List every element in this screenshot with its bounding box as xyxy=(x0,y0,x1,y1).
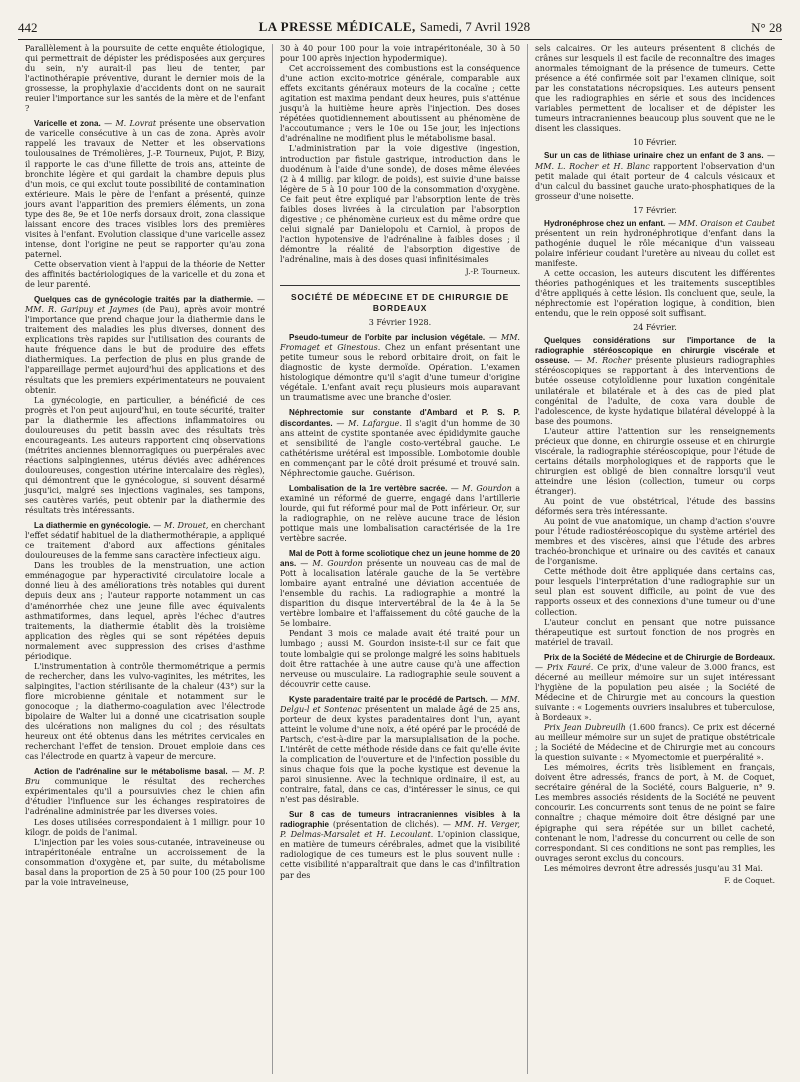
column-3 xyxy=(527,44,782,1074)
section-title: Prix de la Société de Médecine et de Chirurgie de Bordeaux. xyxy=(544,652,775,662)
section-text: présentent un rein hydronéphrotique d'enfant dans la pathogénie duquel le rôle mécanique d'un vaisseau polaire inférieur coudant l'uretère au niveau du collet est manifeste. xyxy=(535,228,775,268)
page-header xyxy=(18,10,782,40)
paragraph: Au point de vue obstétrical, l'étude des bassins déformés sera très intéressante. xyxy=(535,497,775,517)
paragraph: Au point de vue anatomique, un champ d'action s'ouvre pour l'étude radiostéréoscopique du système artériel des membres et des viscères, ainsi que l'étude des arbres trachéo-bronchique et urinaire ou des cavités et canaux de l'organisme. xyxy=(535,517,775,567)
section-authors: MM. H. Verger, P. Delmas-Marsalet et H. Lecoulant. xyxy=(280,820,521,840)
section-authors: MM. Fromaget et Ginestous. xyxy=(280,333,520,353)
section-authors: M. Lovrat xyxy=(115,119,157,129)
section-subtitle: Prix Jean Dubreuilh xyxy=(544,723,626,733)
paragraph: L'injection par les voies sous-cutanée, intraveineuse ou intrapéritonéale entraîne un accroissement de la consommation d'oxygène et, par suite, du métabolisme basal dans la proportion de 25 à 50 pour 100 (25 pour 100 par la voie intraveineuse, xyxy=(25,837,265,887)
section-adrenaline: Action de l'adrénaline sur le métabolisme basal. — M. P. Bru communique le résultat des recherches expérimentales qu'il a poursuivies chez le chien afin d'étudier l'influence sur les échanges respiratoires de l'adrénaline administrée par les diverses voies. Les doses utilisées correspondaient à 1 milligr. pour 10 kilogr. de poids de l'animal. L'injection par les voies sous-cutanée, intraveineuse ou intrapéritonéale entraîne un accroissement de la consommation d'oxygène et, par suite, du métabolisme basal dans la proportion de 25 à 50 pour 100 (25 pour 100 par la voie intraveineuse, xyxy=(25,767,266,887)
section-text: après avoir montré l'importance que prend chaque jour la diathermie dans le traitement des maladies les plus diverses, donnent des explications très rapides sur l'utilisation des courants de haute fréquence dans le but de produire des effets diathermiques. La perfection de plus en plus grande de l'appareillage permet aujourd'hui des applications et des résultats que les premiers expérimentateurs ne pouvaient obtenir. xyxy=(25,305,265,395)
paragraph: sels calcaires. Or les auteurs présentent 8 clichés de crânes sur lesquels il est facile de reconnaître des images anormales témoignant de la présence de tumeurs. Cette présence a été confirmée soit par l'examen clinique, soit par les constatations nécropsiques. Les auteurs pensent que les radiographies en série et sous des incidences variables permettent de localiser et de dépister les tumeurs intracraniennes beaucoup plus souvent que ne le disent les classiques. xyxy=(535,44,775,134)
section-authors: M. Lafargue. xyxy=(348,418,403,428)
section-subtitle: (présentation de clichés). xyxy=(332,820,440,830)
section-varicelle: Varicelle et zona. — M. Lovrat présente une observation de varicelle consécutive à un cas de zona. Après avoir rappelé les travaux de Netter et les observations toulousaines de Trémolières, J.-P. Tourneux, Pujot, P. Bizy, il rapporte le cas d'une fillette de trois ans, atteinte de bronchite légère et qui gardait la chambre depuis plus d'un mois, ce qui exclut toute possibilité de contamination extérieure. Mais le père de l'enfant a présenté, quinze jours avant l'apparition des premiers éléments, un zona type des 8e, 9e et 10e nerfs dorsaux droit, zona classique laissant encore des traces visibles lors des premières visites à l'enfant. Evolution classique d'une varicelle assez intense, dont l'origine ne peut se rapporter qu'au zona paternel. Cette observation vient à l'appui de la théorie de Netter des affinités bactériologiques de la varicelle et du zona et de leur parenté. xyxy=(25,119,266,290)
section-nephrectomie: Néphrectomie sur constante d'Ambard et P. S. P. discordantes. — M. Lafargue. Il s'agit d'un homme de 30 ans atteint de cystite spontanée avec épididymite gauche et sensibilité de l'angle costo-vertébral gauche. Le cathétérisme urétéral est impossible. Lombotomie double en commençant par le côté droit présumé et trouvé sain. Néphrectomie gauche. Guérison. xyxy=(280,408,520,478)
section-title: Sur 8 cas de tumeurs intracraniennes visibles à la radiographie xyxy=(280,810,520,830)
divider xyxy=(280,285,520,286)
section-authors: MM. L. Rocher et H. Blanc xyxy=(535,161,650,171)
paragraph: Cette méthode doit être appliquée dans certains cas, pour lesquels l'interprétation d'une radiographie sur un seul plan est souvent difficile, au point de vue des rapports osseux et des connexions d'une tumeur ou d'une collection. xyxy=(535,567,775,617)
section-authors: M. P. Bru xyxy=(25,767,266,787)
issue-number: N° 28 xyxy=(751,20,782,35)
section-diathermie-gynecologie: La diathermie en gynécologie. — M. Drouet, en cherchant l'effet sédatif habituel de la diathermothérapie, a appliqué ce traitement d'abord aux affections génitales douloureuses de la femme sans caractère infectieux aigu. Dans les troubles de la menstruation, une action emménagogue par hyperactivité circulatoire locale a donné lieu à des améliorations très notables qui durent depuis deux ans ; l'auteur rapporte notamment un cas d'aménorrhée chez une jeune fille avec équivalents asthmatiformes, dans lequel, après l'échec d'autres traitements, la diathermie établit dès la troisième application des règles qui se sont répétées depuis normalement avec suppression des crises d'asthme périodique. L'instrumentation à contrôle thermométrique a permis de rechercher, dans les vulvo-vaginites, les métrites, les salpingites, l'action stérilisante de la chaleur (43°) sur la flore microbienne génitale et notamment sur le gonocoque ; la diathermo-coagulation avec l'électrode bipolaire de Walter lui a donné une cicatrisation souple des ulcérations non malignes du col ; des résultats heureux ont été obtenus dans les métrites cervicales en recherchant l'effet de tension. Drouet emploie dans ces cas l'électrode en quartz à vapeur de mercure. xyxy=(25,521,265,762)
section-authors: M. Drouet, xyxy=(164,521,209,531)
section-lithiase: Sur un cas de lithiase urinaire chez un enfant de 3 ans. — MM. L. Rocher et H. Blanc rapportent l'observation d'un petit malade qui était porteur de 4 calculs vésicaux et d'un calcul du bassinet gauche urato-phosphatiques de la grosseur d'une noisette. xyxy=(535,151,776,201)
paragraph: Les doses utilisées correspondaient à 1 milligr. pour 10 kilogr. de poids de l'animal. xyxy=(25,817,265,837)
issue-date: Samedi, 7 Avril 1928 xyxy=(419,19,531,34)
section-authors: MM. Delgu-l et Sontenac xyxy=(280,694,520,714)
paragraph: A cette occasion, les auteurs discutent les différentes théories pathogéniques et les traitements susceptibles d'être appliqués à cette lésion. Ils concluent que, seule, la néphrectomie est l'opération logique, à condition, bien entendu, que le rein opposé soit suffisant. xyxy=(535,268,775,319)
section-kyste-paradentaire: Kyste paradentaire traité par le procédé de Partsch. — MM. Delgu-l et Sontenac présentent un malade âgé de 25 ans, porteur de deux kystes paradentaires dont l'un, ayant atteint le volume d'une noix, a été opéré par le procédé de Partsch, c'est-à-dire par la marsupialisation de la poche. L'intérêt de cette méthode réside dans ce fait qu'elle évite la complication de l'ouverture et de l'infection possible du sinus chaque fois que la poche kystique est devenue la paroi sinusienne. Avec la technique ordinaire, il est, au contraire, fatal, dans ce cas, d'intéresser le sinus, ce qui n'est pas désirable. xyxy=(280,694,520,805)
section-text: (1.600 francs). Ce prix est décerné au meilleur mémoire sur un sujet de pratique obstétricale ; la Société de Médecine et de Chirurgie met au concours la question suivante : « Myomectomie et puerpéralité ». xyxy=(535,723,775,763)
section-radiographie-stereo: Quelques considérations sur l'importance de la radiographie stéréoscopique en chirurgie viscérale et osseuse. — M. Rocher présente plusieurs radiographies stéréoscopiques se rapportant à des interventions de butée osseuse cotyloïdienne pour luxation congénitale unilatérale et bilatérale et à des cas de pied plat congénital de l'adulte, de coxa vara double de l'adolescence, de kyste hydatique bilatéral développé à la base des poumons. L'auteur attire l'attention sur les renseignements précieux que donne, en chirurgie osseuse et en chirurgie viscérale, la radiographie stéréoscopique, pour l'étude de certains détails morphologiques et de rapports que le chirurgien est obligé de bien connaître lorsqu'il veut atteindre une lésion (collection, tumeur ou corps étranger). Au point de vue obstétrical, l'étude des bassins déformés sera très intéressante. Au point de vue anatomique, un champ d'action s'ouvre pour l'étude radiostéréoscopique du système artériel des membres et des viscères, ainsi que l'étude des arbres trachéo-bronchique et urinaire ou des cavités et canaux de l'organisme. Cette méthode doit être appliquée dans certains cas, pour lesquels l'interprétation d'une radiographie sur un seul plan est souvent difficile, au point de vue des rapports osseux et des connexions d'une tumeur ou d'une collection. L'auteur conclut en pensant que notre puissance thérapeutique est surtout fonction de nos progrès en matériel de travail. xyxy=(535,336,775,647)
section-text: présentent un malade âgé de 25 ans, porteur de deux kystes paradentaires dont l'un, ayant atteint le volume d'une noix, a été opéré par le procédé de Partsch, c'est-à-dire par la marsupialisation de la poche. L'intérêt de cette méthode réside dans ce fait qu'elle évite la complication de l'ouverture et de l'infection possible du sinus chaque fois que la poche kystique est devenue la paroi sinusienne. Avec la technique ordinaire, il est, au contraire, fatal, dans ce cas, d'intéresser le sinus, ce qui n'est pas désirable. xyxy=(280,704,520,805)
paragraph: Les mémoires, écrits très lisiblement en français, doivent être adressés, francs de port, à M. de Coquet, secrétaire général de la Société, cours Balguerie, n° 9. Les membres associés résidents de la Société ne peuvent concourir. Les concurrents sont tenus de ne point se faire connaître ; chaque mémoire doit être désigné par une épigraphe qui sera répétée sur un billet cacheté, contenant le nom, l'adresse du concurrent ou celle de son correspondant. Si ces conditions ne sont pas remplies, les ouvrages seront exclus du concours. xyxy=(535,763,775,863)
session-date: 3 Février 1928. xyxy=(368,318,432,328)
section-text: L'opinion classique, en matière de tumeurs cérébrales, admet que la visibilité radiologique de ces tumeurs est le plus souvent nulle : cette visibilité n'apparaîtrait que dans le cas d'infiltration par des xyxy=(280,830,520,880)
paragraph: Dans les troubles de la menstruation, une action emménagogue par hyperactivité circulatoire locale a donné lieu à des améliorations très notables qui durent depuis deux ans ; l'auteur rapporte notamment un cas d'aménorrhée chez une jeune fille avec équivalents asthmatiformes, dans lequel, après l'échec d'autres traitements, la diathermie établit dès la troisième application des règles qui se sont répétées depuis normalement avec suppression des crises d'asthme périodique. xyxy=(25,561,265,661)
section-text: Ce prix, d'une valeur de 3.000 francs, est décerné au meilleur mémoire sur un sujet intéressant l'hygiène de la population peu aisée ; la Société de Médecine et de Chirurgie met au concours la question suivante : « Logements ouvriers insalubres et tuberculose, à Bordeaux ». xyxy=(535,662,776,722)
section-title: Mal de Pott à forme scoliotique chez un jeune homme de 20 ans. xyxy=(280,549,520,569)
column-1 xyxy=(18,44,272,1074)
section-authors: MM. Oraison et Caubet xyxy=(678,218,775,228)
section-title: Néphrectomie sur constante d'Ambard et P. S. P. discordantes. xyxy=(280,408,520,428)
section-pseudo-tumeur: Pseudo-tumeur de l'orbite par inclusion végétale. — MM. Fromaget et Ginestous. Chez un enfant présentant une petite tumeur sous le rebord orbitaire droit, on fait le diagnostic de kyste dermoïde. Opération. L'examen histologique démontre qu'il s'agit d'une tumeur d'origine végétale. L'enfant avait reçu plusieurs mois auparavant un traumatisme avec une branche d'osier. xyxy=(280,333,520,403)
section-subtitle: Prix Fauré. xyxy=(546,662,594,672)
paragraph: Les mémoires devront être adressés jusqu'au 31 Mai. xyxy=(544,863,763,873)
section-text: a examiné un réformé de guerre, engagé dans l'artillerie lourde, qui fut réformé pour mal de Pott inférieur. Or, sur la radiographie, on ne relève aucune trace de lésion pottique mais une lombalisation caractérisée de la 1re vertèbre sacrée. xyxy=(280,483,520,544)
paragraph: Cet accroissement des combustions est la conséquence d'une action excito-motrice générale, comparable aux effets excitants généraux moteurs de la cocaïne ; cette agitation est maxima pendant deux heures, puis s'atténue jusqu'à la huitième heure après l'injection. Des doses répétées quotidiennement aboutissent au phénomène de l'accoutumance ; vers le 10e ou 15e jour, les injections d'adrénaline ne modifient plus le métabolisme basal. xyxy=(280,64,520,144)
paragraph: L'auteur conclut en pensant que notre puissance thérapeutique est surtout fonction de nos progrès en matériel de travail. xyxy=(535,617,775,647)
section-authors: M. Rocher xyxy=(586,356,632,366)
section-text: rapportent l'observation d'un petit malade qui était porteur de 4 calculs vésicaux et d'un calcul du bassinet gauche urato-phosphatiques de la grosseur d'une noisette. xyxy=(535,161,775,201)
section-text: Il s'agit d'un homme de 30 ans atteint de cystite spontanée avec épididymite gauche et sensibilité de l'angle costo-vertébral gauche. Le cathétérisme urétéral est impossible. Lombotomie double en commençant par le côté droit présumé et trouvé sain. Néphrectomie gauche. Guérison. xyxy=(280,418,520,478)
section-lombalisation: Lombalisation de la 1re vertèbre sacrée. — M. Gourdon a examiné un réformé de guerre, engagé dans l'artillerie lourde, qui fut réformé pour mal de Pott inférieur. Or, sur la radiographie, on ne relève aucune trace de lésion pottique mais une lombalisation caractérisée de la 1re vertèbre sacrée. xyxy=(280,483,520,544)
section-text: communique le résultat des recherches expérimentales qu'il a poursuivies chez le chien afin d'étudier l'influence sur les échanges respiratoires de l'adrénaline administrée par les diverses voies. xyxy=(25,777,265,817)
section-title: Hydronéphrose chez un enfant. xyxy=(544,218,666,228)
signature: J.-P. Tourneux. xyxy=(465,267,520,277)
section-text: présente plusieurs radiographies stéréoscopiques se rapportant à des interventions de butée osseuse cotyloïdienne pour luxation congénitale unilatérale et bilatérale et à des cas de pied plat congénital de l'adulte, de coxa vara double de l'adolescence, de kyste hydatique bilatéral développé à la base des poumons. xyxy=(535,356,775,426)
section-title: Kyste paradentaire traité par le procédé de Partsch. xyxy=(289,694,488,704)
section-text: présente un nouveau cas de mal de Pott à localisation latérale gauche de la 5e vertèbre lombaire ayant entraîné une déviation accentuée de l'ensemble du rachis. La radiographie a montré la disparition du disque intervertébral de la 4e à la 5e vertèbre lombaire et l'affaissement du côté gauche de la 5e lombaire. xyxy=(280,559,520,629)
paragraph: L'administration par la voie digestive (ingestion, introduction par fistule gastrique, introduction dans le duodénum à l'aide d'une sonde), de doses même élevées (2 à 4 millig. par kilogr. de poids), est suivie d'une baisse légère de 5 à 10 pour 100 de la consommation d'oxygène. Ce fait peut être expliqué par l'absorption lente de très faibles doses livrées à la circulation par l'absorption digestive ; ce phénomène curieux est du même ordre que celui signalé par Danielopolu et Carniol, à propos de l'action hypotensive de l'adrénaline à faibles doses ; il démontre la réalité de l'absorption digestive de l'adrénaline, mais à des doses quasi infinitésimales xyxy=(280,144,520,264)
signature: F. de Coquet. xyxy=(724,875,775,885)
section-title: Sur un cas de lithiase urinaire chez un enfant de 3 ans. xyxy=(544,151,764,161)
paragraph: 30 à 40 pour 100 pour la voie intrapéritonéale, 30 à 50 pour 100 après injection hypodermique). xyxy=(280,44,520,64)
article-columns xyxy=(18,44,782,1074)
session-date: 24 Février. xyxy=(633,323,677,333)
journal-name: LA PRESSE MÉDICALE, xyxy=(258,19,416,34)
section-mal-de-pott: Mal de Pott à forme scoliotique chez un jeune homme de 20 ans. — M. Gourdon présente un nouveau cas de mal de Pott à localisation latérale gauche de la 5e vertèbre lombaire ayant entraîné une déviation accentuée de l'ensemble du rachis. La radiographie a montré la disparition du disque intervertébral de la 4e à la 5e vertèbre lombaire et l'affaissement du côté gauche de la 5e lombaire. Pendant 3 mois ce malade avait été traité pour un lumbago ; aussi M. Gourdon insiste-t-il sur ce fait que toute lombalgie qui se prolonge malgré les soins habituels doit être rattachée à une autre cause qu'à une affection nerveuse ou musculaire. La radiographie seule souvent a découvrir cette cause. xyxy=(280,549,520,689)
section-gynecologie-diathermie: Quelques cas de gynécologie traités par la diathermie. — MM. R. Garipuy et Jaymes (de Pau), après avoir montré l'importance que prend chaque jour la diathermie dans le traitement des maladies les plus diverses, donnent des explications très rapides sur l'utilisation des courants de haute fréquence dans le but de produire des effets diathermiques. La perfection de plus en plus grande de l'appareillage permet aujourd'hui des applications et des résultats que les premiers expérimentateurs ne pouvaient obtenir. La gynécologie, en particulier, a bénéficié de ces progrès et l'on peut aujourd'hui, en toute sécurité, traiter par la diathermie les affections inflammatoires ou douloureuses du petit bassin avec des résultats très encourageants. Les auteurs rapportent cinq observations (métrites anciennes blennorragiques ou puerpérales avec réactions salpingiennes, utérus déviés avec adhérences douloureuses, congestion utérine intercalaire des règles), qui démontrent que le gynécologue, si souvent désarmé jusqu'ici, malgré ses injections vaginales, ses tampons, ses cautères variés, peut obtenir par la diathermie des résultats très intéressants. xyxy=(25,295,265,516)
section-title: Lombalisation de la 1re vertèbre sacrée. xyxy=(289,483,448,493)
paragraph: Pendant 3 mois ce malade avait été traité pour un lumbago ; aussi M. Gourdon insiste-t-il sur ce fait que toute lombalgie qui se prolonge malgré les soins habituels doit être rattachée à une autre cause qu'à une affection nerveuse ou musculaire. La radiographie seule souvent a découvrir cette cause. xyxy=(280,629,520,689)
section-title: Quelques cas de gynécologie traités par la diathermie. xyxy=(34,295,254,305)
section-tumeurs-intracraniennes: Sur 8 cas de tumeurs intracraniennes visibles à la radiographie (présentation de clichés). — MM. H. Verger, P. Delmas-Marsalet et H. Lecoulant. L'opinion classique, en matière de tumeurs cérébrales, admet que la visibilité radiologique de ces tumeurs est le plus souvent nulle : cette visibilité n'apparaîtrait que dans le cas d'infiltration par des xyxy=(280,810,521,880)
session-date: 17 Février. xyxy=(633,205,677,215)
session-date: 10 Février. xyxy=(633,138,677,148)
section-authors: M. Gourdon xyxy=(312,559,363,569)
section-prix: Prix de la Société de Médecine et de Chirurgie de Bordeaux. — Prix Fauré. Ce prix, d'une valeur de 3.000 francs, est décerné au meilleur mémoire sur un sujet intéressant l'hygiène de la population peu aisée ; la Société de Médecine et de Chirurgie met au concours la question suivante : « Logements ouvriers insalubres et tuberculose, à Bordeaux ». Prix Jean Dubreuilh (1.600 francs). Ce prix est décerné au meilleur mémoire sur un sujet de pratique obstétricale ; la Société de Médecine et de Chirurgie met au concours la question suivante : « Myomectomie et puerpéralité ». Les mémoires, écrits très lisiblement en français, doivent être adressés, francs de port, à M. de Coquet, secrétaire général de la Société, cours Balguerie, n° 9. Les membres associés résidents de la Société ne peuvent concourir. Les concurrents sont tenus de ne point se faire connaître ; chaque mémoire doit être désigné par une épigraphe qui sera répétée sur un billet cacheté, contenant le nom, l'adresse du concurrent ou celle de son correspondant. Si ces conditions ne sont pas remplies, les ouvrages seront exclus du concours. Les mémoires devront être adressés jusqu'au 31 Mai. xyxy=(535,652,776,873)
paragraph: Cette observation vient à l'appui de la théorie de Netter des affinités bactériologiques de la varicelle et du zona et de leur parenté. xyxy=(25,259,265,290)
section-hydronephrose: Hydronéphrose chez un enfant. — MM. Oraison et Caubet présentent un rein hydronéphrotique d'enfant dans la pathogénie duquel le rôle mécanique d'un vaisseau polaire inférieur coudant l'uretère au niveau du collet est manifeste. A cette occasion, les auteurs discutent les différentes théories pathogéniques et les traitements susceptibles d'être appliqués à cette lésion. Ils concluent que, seule, la néphrectomie est l'opération logique, à condition, bien entendu, que le rein opposé soit suffisant. xyxy=(535,218,775,319)
section-title: La diathermie en gynécologie. xyxy=(34,521,151,531)
journal-title xyxy=(259,18,531,36)
section-affiliation: (de Pau), xyxy=(142,305,181,315)
section-text: en cherchant l'effet sédatif habituel de la diathermothérapie, a appliqué ce traitement d'abord aux affections génitales douloureuses de la femme sans caractère infectieux aigu. xyxy=(25,521,265,561)
paragraph: L'auteur attire l'attention sur les renseignements précieux que donne, en chirurgie osseuse et en chirurgie viscérale, la radiographie stéréoscopique, pour l'étude de certains détails morphologiques et de rapports que le chirurgien est obligé de bien connaître lorsqu'il veut atteindre une lésion (collection, tumeur ou corps étranger). xyxy=(535,426,775,496)
paragraph: La gynécologie, en particulier, a bénéficié de ces progrès et l'on peut aujourd'hui, en toute sécurité, traiter par la diathermie les affections inflammatoires ou douloureuses du petit bassin avec des résultats très encourageants. Les auteurs rapportent cinq observations (métrites anciennes blennorragiques ou puerpérales avec réactions salpingiennes, utérus déviés avec adhérences douloureuses, congestion utérine intercalaire des règles), qui démontrent que le gynécologue, si souvent désarmé jusqu'ici, malgré ses injections vaginales, ses tampons, ses cautères variés, peut obtenir par la diathermie des résultats très intéressants. xyxy=(25,395,265,516)
section-text: Chez un enfant présentant une petite tumeur sous le rebord orbitaire droit, on fait le diagnostic de kyste dermoïde. Opération. L'examen histologique démontre qu'il s'agit d'une tumeur d'origine végétale. L'enfant avait reçu plusieurs mois auparavant un traumatisme avec une branche d'osier. xyxy=(280,343,520,403)
society-heading: SOCIÉTÉ DE MÉDECINE ET DE CHIRURGIE DE BORDEAUX xyxy=(291,292,509,314)
section-text: présente une observation de varicelle consécutive à un cas de zona. Après avoir rappelé les travaux de Netter et les observations toulousaines de Trémolières, J.-P. Tourneux, Pujot, P. Bizy, il rapporte le cas d'une fillette de trois ans, atteinte de bronchite légère et qui gardait la chambre depuis plus d'un mois, ce qui exclut toute possibilité de contamination extérieure. Mais le père de l'enfant a présenté, quinze jours avant l'apparition des premiers éléments, un zona type des 8e, 9e et 10e nerfs dorsaux droit, zona classique laissant encore des traces visibles lors des premières visites à l'enfant. Evolution classique d'une varicelle assez intense, dont l'origine ne peut se rapporter qu'au zona paternel. xyxy=(25,119,266,259)
column-2 xyxy=(272,44,527,1074)
paragraph: Parallèlement à la poursuite de cette enquête étiologique, qui permettrait de dépister les prédisposées aux gerçures du sein, n'y aurait-il pas lieu de tenter, par l'actinothérapie préventive, durant le dernier mois de la grossesse, la prophylaxie d'accidents dont on ne saurait reuier l'importance sur les santés de la mère et de l'enfant ? xyxy=(25,44,265,114)
section-title: Quelques considérations sur l'importance de la radiographie stéréoscopique en chirurgie viscérale et osseuse. xyxy=(535,336,775,366)
section-authors: MM. R. Garipuy et Jaymes xyxy=(25,305,139,315)
section-authors: M. Gourdon xyxy=(462,483,512,493)
paragraph: L'instrumentation à contrôle thermométrique a permis de rechercher, dans les vulvo-vaginites, les métrites, les salpingites, l'action stérilisante de la chaleur (43°) sur la flore microbienne génitale et notamment sur le gonocoque ; la diathermo-coagulation avec l'électrode bipolaire de Walter lui a donné une cicatrisation souple des ulcérations non malignes du col ; des résultats heureux ont été obtenus dans les métrites cervicales en recherchant l'effet de tension. Drouet emploie dans ces cas l'électrode en quartz à vapeur de mercure. xyxy=(25,661,265,762)
section-title: Pseudo-tumeur de l'orbite par inclusion végétale. xyxy=(289,333,486,343)
section-title: Varicelle et zona. xyxy=(34,119,101,129)
section-title: Action de l'adrénaline sur le métabolisme basal. xyxy=(34,767,228,777)
page-number: 442 xyxy=(18,20,38,35)
